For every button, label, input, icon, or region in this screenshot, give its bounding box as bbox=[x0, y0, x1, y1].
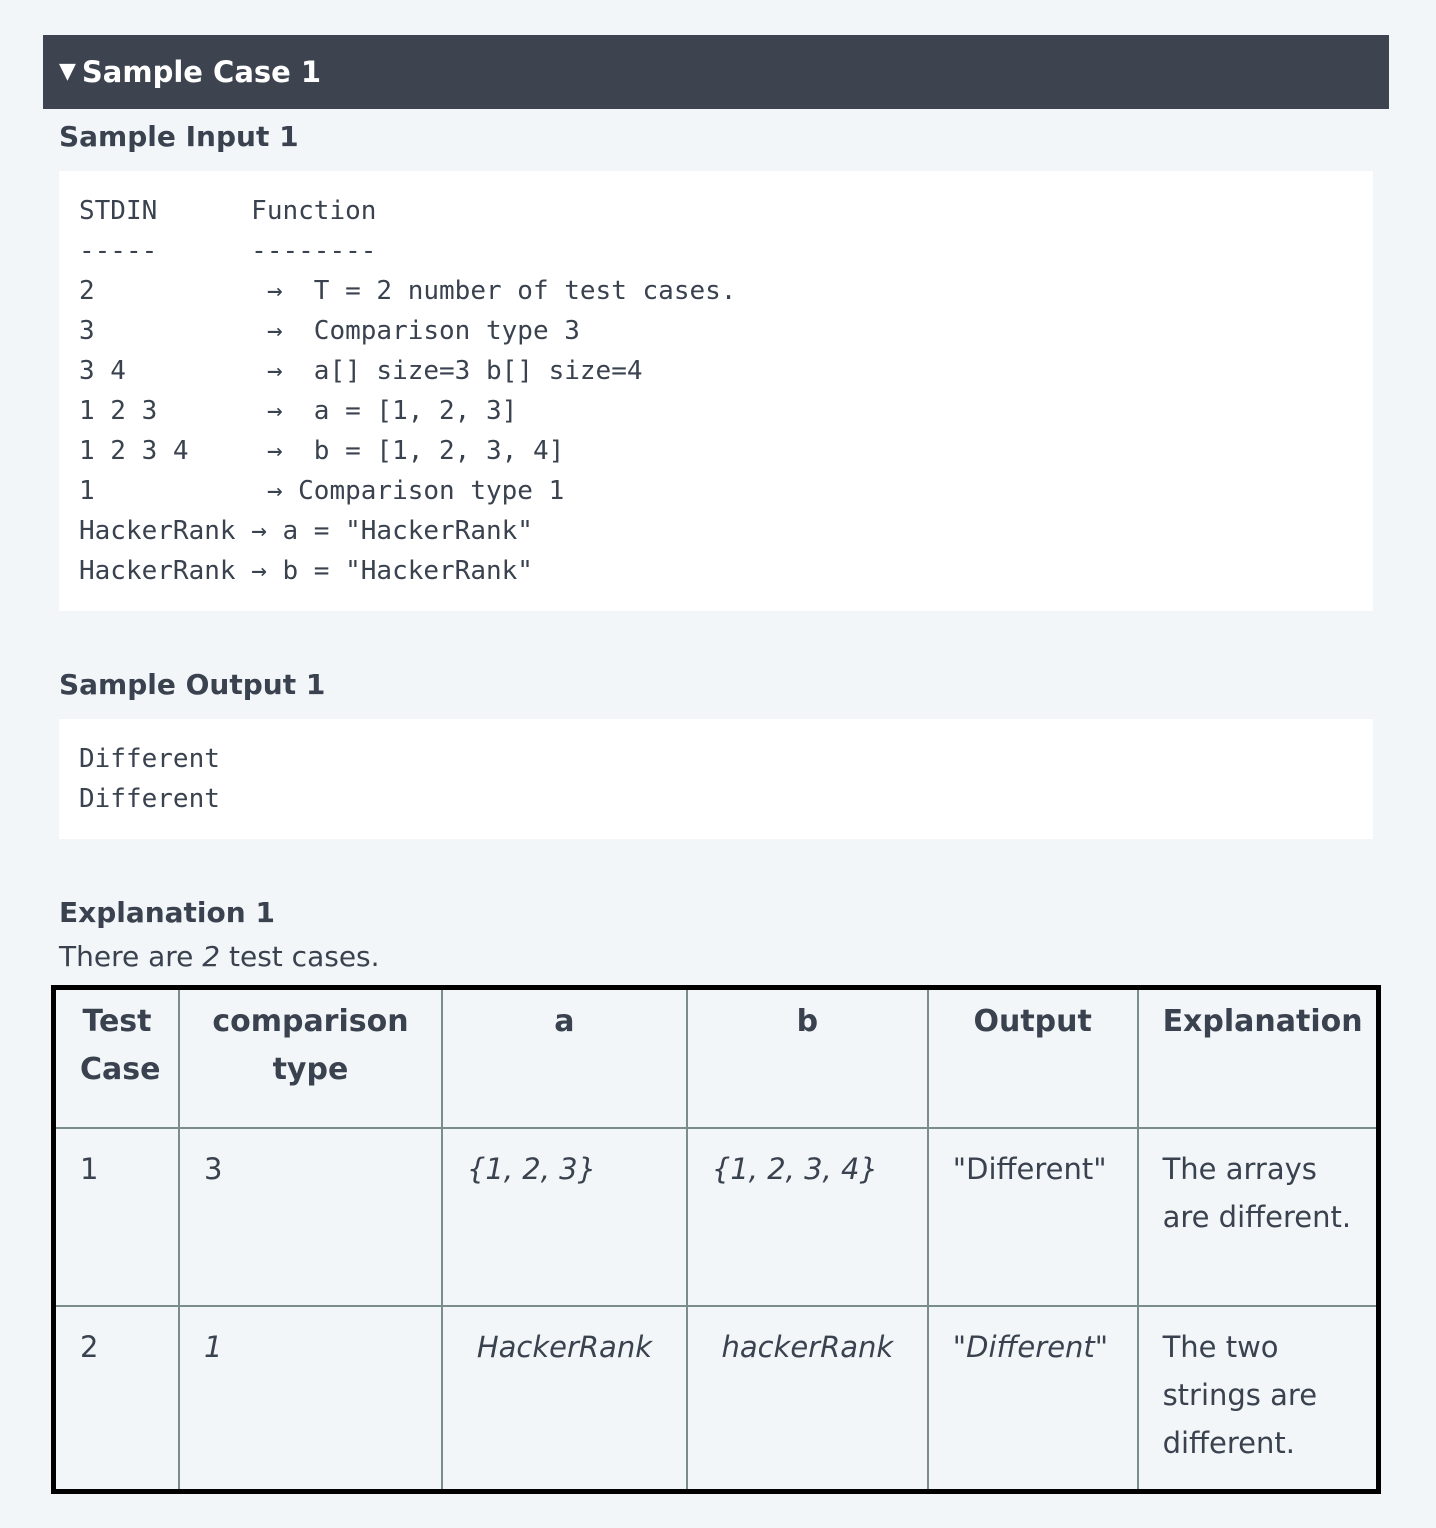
explanation-heading: Explanation 1 bbox=[59, 896, 275, 929]
sample-output-heading: Sample Output 1 bbox=[59, 668, 326, 701]
cell-comparison-type: 3 bbox=[179, 1128, 442, 1306]
cell-test-case: 1 bbox=[54, 1128, 179, 1306]
header-output: Output bbox=[928, 988, 1138, 1128]
cell-a: HackerRank bbox=[442, 1306, 687, 1492]
cell-a: {1, 2, 3} bbox=[442, 1128, 687, 1306]
explanation-text: There are 2 test cases. bbox=[59, 940, 380, 973]
table-row bbox=[54, 1128, 1379, 1306]
sample-input-codeblock bbox=[59, 171, 1373, 611]
header-explanation: Explanation bbox=[1138, 988, 1379, 1128]
header-comparison-type: comparison type bbox=[179, 988, 442, 1128]
cell-comparison-type: 1 bbox=[179, 1306, 442, 1492]
cell-output: "Different" bbox=[928, 1306, 1138, 1492]
sample-input-code: STDIN Function ----- -------- 2 → T = 2 number of test cases. 3 → Comparison type 3 3 4 → a[] size=3 b[] size=4 1 2 3 → a = [1, 2, 3] 1 2 3 4 → b = [1, 2, 3, 4] 1 → Comparison type 1 HackerRank → a = "HackerRank" HackerRank → b = "HackerRank" bbox=[79, 196, 737, 586]
collapse-triangle-icon: ▼ bbox=[59, 58, 76, 84]
cell-b: hackerRank bbox=[687, 1306, 928, 1492]
cell-explanation: The arrays are different. bbox=[1138, 1128, 1379, 1306]
cell-explanation: The two strings are different. bbox=[1138, 1306, 1379, 1492]
header-b: b bbox=[687, 988, 928, 1128]
cell-b: {1, 2, 3, 4} bbox=[687, 1128, 928, 1306]
table-header-row bbox=[54, 988, 1379, 1128]
sample-input-heading: Sample Input 1 bbox=[59, 120, 299, 153]
header-test-case: Test Case bbox=[54, 988, 179, 1128]
explanation-table bbox=[51, 985, 1381, 1494]
cell-test-case: 2 bbox=[54, 1306, 179, 1492]
sample-case-title: Sample Case 1 bbox=[81, 55, 322, 89]
sample-case-toggle[interactable] bbox=[43, 35, 1389, 109]
sample-output-code: Different Different bbox=[79, 744, 220, 814]
header-a: a bbox=[442, 988, 687, 1128]
sample-output-codeblock bbox=[59, 719, 1373, 839]
cell-output: "Different" bbox=[928, 1128, 1138, 1306]
table-row bbox=[54, 1306, 1379, 1492]
